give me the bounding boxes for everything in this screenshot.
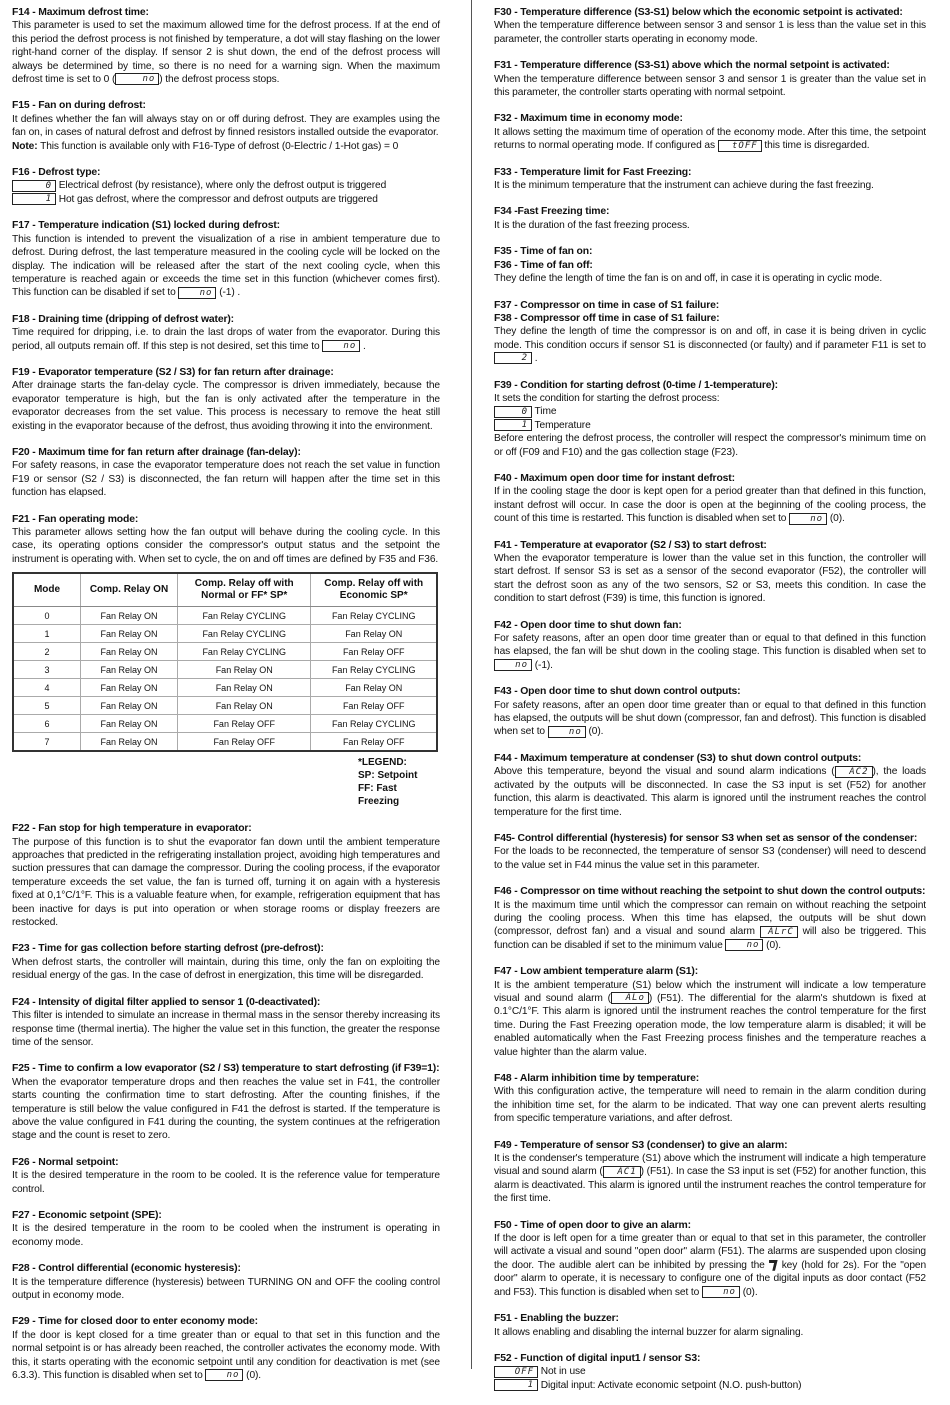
option-row: OFF Not in use: [494, 1365, 926, 1378]
fan-mode-table: [12, 572, 438, 752]
table-cell: Fan Relay ON: [81, 625, 178, 643]
table-cell: Fan Relay OFF: [178, 733, 311, 752]
section-f46: [494, 885, 926, 952]
section-f35-f36: [494, 245, 926, 285]
section-title: F51 - Enabling the buzzer:: [494, 1313, 619, 1325]
section-body: This filter is intended to simulate an increase in thermal mass in the sensor thereby increasing its response time (thermal inertia). The higher the value set in this function, the greater the response time of the sensor.: [12, 1010, 440, 1048]
lcd-display: 1: [494, 1379, 538, 1391]
table-cell: Fan Relay ON: [311, 679, 437, 697]
section-f41: [494, 539, 926, 606]
section-body: For the loads to be reconnected, the temperature of sensor S3 (condenser) will need to descend to the value set in F44 minus the value set in this parameter.: [494, 846, 926, 871]
section-body: For safety reasons, after an open door time greater than or equal to that defined in this function has elapsed, the outputs will be shut down (compressor, fan and defrost). This function is disabled when set to no (0).: [494, 699, 926, 738]
section-body: This parameter allows setting how the fan output will behave during the cooling cycle. In this case, its operating options consider the compressor's output status and the setpoint the instrument is operating with. When set to cycle, the on and off times are defined by F35 and F36.: [12, 527, 440, 565]
section-f25: [12, 1062, 440, 1142]
section-title: F41 - Temperature at evaporator (S2 / S3) to start defrost:: [494, 539, 767, 551]
section-f15: [12, 99, 440, 153]
section-title: F27 - Economic setpoint (SPE):: [12, 1209, 162, 1221]
section-body: It is the desired temperature in the room to be cooled. It is the reference value for temperature control.: [12, 1170, 440, 1195]
option-row: 0 Electrical defrost (by resistance), where only the defrost output is triggered: [12, 179, 440, 192]
table-cell: Fan Relay ON: [178, 697, 311, 715]
column-header: Comp. Relay ON: [81, 573, 178, 607]
lcd-display: no: [322, 340, 360, 352]
table-cell: Fan Relay OFF: [311, 733, 437, 752]
section-title: F50 - Time of open door to give an alarm:: [494, 1219, 691, 1231]
lcd-display: no: [548, 726, 586, 738]
section-f37-f38: [494, 299, 926, 366]
section-body: This parameter is used to set the maximum allowed time for the defrost process. If at the end of this period the defrost process is not finished by temperature, a dot will stay flashing on the lower right-hand corner of the display. If sensor 2 is shut down, the end of the defrost process will always be determined by time, so there is no need for a warning sign. When the maximum defrost time is set to 0 ( no ) the defrost process stops.: [12, 20, 440, 86]
section-body: It is the duration of the fast freezing process.: [494, 219, 690, 231]
section-title: F34 -Fast Freezing time:: [494, 206, 610, 218]
section-body: It is the ambient temperature (S1) below which the instrument will indicate a low temperature visual and sound alarm ( ALo ) (F51). The differential for the alarm's shutdown is fixed at 0.1°C/1°F. This alarm is ignored until the instrument reaches the control temperature for the first time. During the Fast Freezing operation mode, the low temperature alarm is disabled; it will be enabled automatically when the Fast Freezing process finishes and the temperature reaches a value highter than the alarm value.: [494, 979, 926, 1058]
lcd-display: ALo: [611, 992, 649, 1004]
section-f44: [494, 752, 926, 819]
section-body: It is the temperature difference (hysteresis) between TURNING ON and OFF the cooling control output in economy mode.: [12, 1276, 440, 1301]
lcd-display: no: [725, 939, 763, 951]
section-title: F40 - Maximum open door time for instant defrost:: [494, 472, 735, 484]
column-header: Mode: [13, 573, 81, 607]
section-title: F23 - Time for gas collection before starting defrost (pre-defrost):: [12, 943, 324, 955]
option-row: 1 Hot gas defrost, where the compressor and defrost outputs are triggered: [12, 193, 440, 206]
section-title: F37 - Compressor on time in case of S1 failure:: [494, 299, 720, 311]
section-body: They define the length of time the fan is on and off, in case it is operating in cyclic mode.: [494, 273, 883, 285]
table-cell: Fan Relay ON: [81, 733, 178, 752]
section-body: When the evaporator temperature drops and then reaches the value set in F41, the controller starts counting the confirmation time to start defrosting. After the counting finishes, if the temperature is still below the value configured in F41 the defrost is started. If the temperature is above the value configured in F41 during the counting, the system continues at the refrigeration stage and the count is reset to zero.: [12, 1076, 440, 1142]
section-title: F26 - Normal setpoint:: [12, 1156, 119, 1168]
section-title: F47 - Low ambient temperature alarm (S1):: [494, 966, 699, 978]
option-row: 0 Time: [494, 405, 926, 418]
table-row: [13, 715, 437, 733]
section-body: They define the length of time the compressor is on and off, in case it is being driven in cyclic mode. This condition occurs if sensor S1 is disconnected (or faulty) and if parameter F11 is set to 2 .: [494, 326, 926, 365]
section-body: When the temperature difference between sensor 3 and sensor 1 is greater than the value set in this parameter, the controller starts operating with normal setpoint.: [494, 73, 926, 99]
section-title: F52 - Function of digital input1 / sensor S3:: [494, 1352, 701, 1364]
section-title: F14 - Maximum defrost time:: [12, 7, 149, 18]
section-body: Time required for dripping, i.e. to drain the last drops of water from the evaporator. During this period, all outputs remain off. If this step is not desired, set this time to no .: [12, 327, 440, 352]
table-cell: Fan Relay ON: [81, 643, 178, 661]
section-body: The purpose of this function is to shut the evaporator fan down until the ambient temperature approaches that predicted in the refrigerating installation project, avoiding high temperatures and suction pressures that can damage the compressor. During the cooling process, if the evaporator temperature exceeds the set value, the fan is turned off, turning it on again with a hysteresis fixed at 0,1°C/1°F. This is a valuable feature when, for example, refrigeration equipment that has been inactive for days is put into operation or when storage rooms or display freezers are restocked.: [12, 836, 440, 929]
section-title: F25 - Time to confirm a low evaporator (S2 / S3) temperature to start defrosting (if F39=1):: [12, 1063, 440, 1075]
table-cell: Fan Relay CYCLING: [311, 661, 437, 679]
lcd-display: no: [702, 1286, 740, 1298]
column-divider: [471, 0, 472, 1369]
table-cell: Fan Relay CYCLING: [178, 625, 311, 643]
section-f48: [494, 1072, 926, 1126]
section-f22: [12, 822, 440, 929]
section-title: F24 - Intensity of digital filter applied to sensor 1 (0-deactivated):: [12, 996, 321, 1008]
table-row: [13, 733, 437, 752]
lcd-display: no: [789, 513, 827, 525]
section-f40: [494, 472, 926, 526]
section-body: Before entering the defrost process, the controller will respect the compressor's minimum time on or off (F09 and F10) and the gas collection stage (F23).: [494, 433, 926, 458]
section-f47: [494, 965, 926, 1059]
section-f33: [494, 166, 926, 193]
section-f23: [12, 942, 440, 982]
section-body: With this configuration active, the temperature will need to remain in the alarm condition during the inhibition time set, for the alarm to be indicated. That way one can prevent alerts resulting from specific temperature variations, and after defrost.: [494, 1086, 926, 1125]
table-cell: 0: [13, 607, 81, 625]
column-header: Comp. Relay off with Normal or FF* SP*: [178, 573, 311, 607]
table-cell: 2: [13, 643, 81, 661]
table-row: [13, 697, 437, 715]
section-body: It is the minimum temperature that the instrument can achieve during the fast freezing.: [494, 180, 874, 192]
table-header-row: [13, 573, 437, 607]
section-f19: [12, 366, 440, 433]
section-title: F49 - Temperature of sensor S3 (condenser) to give an alarm:: [494, 1139, 788, 1151]
section-f31: [494, 59, 926, 99]
section-body: When the temperature difference between sensor 3 and sensor 1 is less than the value set in this parameter, the controller starts operating in economy mode.: [494, 20, 926, 45]
table-cell: Fan Relay OFF: [178, 715, 311, 733]
section-title: F17 - Temperature indication (S1) locked during defrost:: [12, 220, 280, 232]
section-title: F19 - Evaporator temperature (S2 / S3) for fan return after drainage:: [12, 366, 334, 378]
section-f42: [494, 619, 926, 673]
section-f51: [494, 1312, 926, 1339]
table-cell: Fan Relay OFF: [311, 697, 437, 715]
section-f34: [494, 205, 926, 232]
column-header: Comp. Relay off with Economic SP*: [311, 573, 437, 607]
lcd-display: ALrC: [760, 926, 798, 938]
section-title: F20 - Maximum time for fan return after drainage (fan-delay):: [12, 446, 301, 458]
section-intro: It sets the condition for starting the defrost process:: [494, 392, 720, 404]
section-body: It defines whether the fan will always stay on or off during defrost. They are examples using the fan on, in cases of natural defrost and defrost by finned resistors installed outside the evaporator.: [12, 113, 440, 139]
section-body: If the door is kept closed for a time greater than or equal to that set in this function and the normal setpoint is or has already been reached, the controller activates the economy mode. With this, it starts operating with the economic setpoint until any condition for deactivation is met (see 6.3.3). This function is disabled when set to no (0).: [12, 1329, 440, 1382]
section-body: It is the condenser's temperature (S1) above which the instrument will indicate a high temperature visual and sound alarm ( AC1 ) (F51). In case the S3 input is set (F52) for another function, this alarm is deactivated. This alarm is ignored until the instrument reaches the control temperature for the first time.: [494, 1153, 927, 1205]
section-body: After drainage starts the fan-delay cycle. The compressor is driven immediately, because the evaporator temperature is high, but the fan is only activated after the temperature in the evaporator decreases from the set value. This process is necessary to remove the heat still existing in the evaporator because of the defrost, thus avoiding throwing it into the environment.: [12, 380, 440, 432]
lcd-display: no: [494, 659, 532, 671]
section-body: It allows setting the maximum time of operation of the economy mode. After this time, the setpoint returns to normal operating mode. If configured as tOFF this time is disregarded.: [494, 126, 926, 152]
lcd-display: 2: [494, 352, 532, 364]
lcd-display: no: [115, 73, 159, 85]
table-row: [13, 625, 437, 643]
section-f30: [494, 6, 926, 46]
section-title: F28 - Control differential (economic hysteresis):: [12, 1263, 241, 1275]
table-cell: 4: [13, 679, 81, 697]
table-cell: Fan Relay ON: [81, 679, 178, 697]
section-title: F36 - Time of fan off:: [494, 259, 593, 271]
table-row: [13, 661, 437, 679]
section-f24: [12, 996, 440, 1050]
section-f49: [494, 1139, 926, 1206]
section-title: F30 - Temperature difference (S3-S1) below which the economic setpoint is activated:: [494, 7, 903, 18]
section-body: This function is intended to prevent the visualization of a rise in ambient temperature due to defrost. During defrost, the last temperature measured in the cooling cycle will be locked on the display. The indication will be released after the start of the next cooling cycle, when this temperature is reached again or exceeds the time set in this function (whichever comes first). This function can be disabled if set to no (-1) .: [12, 233, 440, 299]
section-title: F16 - Defrost type:: [12, 167, 101, 179]
table-legend: [358, 756, 440, 808]
lcd-display: OFF: [494, 1366, 538, 1378]
lcd-display: AC2: [835, 766, 873, 778]
section-body: If the door is left open for a time greater than or equal to that set in this parameter, the controller will activate a visual and sound "open door" alarm (F51). The alarms are suspended upon closing the door. The audible alert can be inhibited by pressing the key (hold for 2s). For the "open door" alarm to operate, it is necessary to configure one of the digital inputs as door contact (F52 and F53). This function is disabled when set to no (0).: [494, 1233, 927, 1298]
section-f45: [494, 832, 926, 872]
option-row: 1 Temperature: [494, 419, 926, 432]
section-f14: [12, 6, 440, 86]
table-cell: Fan Relay ON: [178, 679, 311, 697]
table-cell: 6: [13, 715, 81, 733]
section-title: F21 - Fan operating mode:: [12, 513, 139, 525]
lcd-display: 0: [12, 180, 56, 192]
table-row: [13, 643, 437, 661]
table-row: [13, 679, 437, 697]
lcd-display: 1: [494, 419, 532, 431]
table-cell: 5: [13, 697, 81, 715]
lcd-display: tOFF: [718, 140, 762, 152]
section-body: When the evaporator temperature is lower than the value set in this function, the controller will start defrost. If sensor S3 is set as a sensor of the second evaporator (F52), the controller will start the defrost soon as any of the two sensors, S2 or S3, meets this condition. In case the condition to start defrost (F39) is time, this function is ignored.: [494, 553, 926, 605]
section-body: For safety reasons, after an open door time greater than or equal to that defined in this function has elapsed, the fan will be shut down in the cooling stage. This function is disabled when set to no (-1).: [494, 633, 926, 671]
table-cell: Fan Relay ON: [81, 661, 178, 679]
right-column: [494, 6, 926, 1405]
section-f18: [12, 313, 440, 353]
section-title: F48 - Alarm inhibition time by temperature:: [494, 1073, 700, 1084]
section-f39: [494, 379, 926, 459]
legend-item: SP: Setpoint: [358, 770, 418, 782]
section-title: F38 - Compressor off time in case of S1 failure:: [494, 312, 720, 324]
table-cell: Fan Relay ON: [311, 625, 437, 643]
section-title: F45- Control differential (hysteresis) for sensor S3 when set as sensor of the condenser:: [494, 832, 918, 844]
section-title: F43 - Open door time to shut down control outputs:: [494, 686, 741, 698]
section-f16: [12, 166, 440, 206]
lcd-display: no: [205, 1369, 243, 1381]
section-f27: [12, 1209, 440, 1249]
section-title: F35 - Time of fan on:: [494, 246, 593, 258]
section-f32: [494, 112, 926, 152]
section-title: F29 - Time for closed door to enter economy mode:: [12, 1316, 258, 1328]
section-body: Above this temperature, beyond the visual and sound alarm indications ( AC2 ), the loads activated by the outputs will be disconnected. In case the S3 input is set (F52) for another function, this alarm is deactivated. This alarm is ignored until the instrument reaches the control temperature for the first time.: [494, 766, 926, 818]
section-note: Note: This function is available only with F16-Type of defrost (0-Electric / 1-Hot gas) = 0: [12, 140, 399, 152]
section-body: For safety reasons, in case the evaporator temperature does not reach the set value in function F19 or sensor (S2 / S3) is disconnected, the fan return will happen after the time set in this function has elapsed.: [12, 460, 440, 499]
section-body: It is the maximum time until which the compressor can remain on without reaching the setpoint during the cooling process. When this time has elapsed, the outputs will be shut down (compressor, defrost fan) and a visual and sound alarm ALrC will also be triggered. This function can be disabled if set to the minimum value no (0).: [494, 899, 926, 951]
section-f17: [12, 219, 440, 299]
table-cell: Fan Relay OFF: [311, 643, 437, 661]
lcd-display: AC1: [603, 1166, 641, 1178]
section-f29: [12, 1315, 440, 1382]
legend-item: FF: Fast Freezing: [358, 783, 400, 808]
section-body: When defrost starts, the controller will maintain, during this time, only the fan on exploiting the residual energy of the gas. In the case of defrost in energization, this time will be disregarded.: [12, 956, 440, 982]
table-cell: Fan Relay CYCLING: [311, 607, 437, 625]
lcd-display: 1: [12, 193, 56, 205]
table-row: [13, 607, 437, 625]
section-title: F31 - Temperature difference (S3-S1) above which the normal setpoint is activated:: [494, 60, 890, 72]
table-cell: Fan Relay ON: [81, 607, 178, 625]
section-title: F46 - Compressor on time without reaching the setpoint to shut down the control outputs:: [494, 886, 926, 898]
lcd-display: 0: [494, 406, 532, 418]
section-f20: [12, 446, 440, 500]
section-f43: [494, 685, 926, 739]
left-column: [12, 6, 440, 1395]
section-title: F18 - Draining time (dripping of defrost water):: [12, 313, 234, 325]
option-row: 1 Digital input: Activate economic setpoint (N.O. push-button): [494, 1379, 926, 1392]
section-body: It is the desired temperature in the room to be cooled when the instrument is operating in economy mode.: [12, 1223, 440, 1248]
table-cell: Fan Relay ON: [178, 661, 311, 679]
section-body: If in the cooling stage the door is kept open for a period greater than that defined in this function, instant defrost will occur. In case the door is open at the beginning of the cooling process, the count of this time is restarted. This function is disabled when set to no (0).: [494, 486, 926, 525]
section-f26: [12, 1156, 440, 1196]
table-cell: Fan Relay CYCLING: [178, 607, 311, 625]
section-title: F15 - Fan on during defrost:: [12, 100, 146, 112]
table-cell: Fan Relay CYCLING: [311, 715, 437, 733]
section-title: F44 - Maximum temperature at condenser (S3) to shut down control outputs:: [494, 752, 862, 764]
table-cell: 3: [13, 661, 81, 679]
lcd-display: no: [178, 287, 216, 299]
section-f28: [12, 1262, 440, 1302]
table-cell: 1: [13, 625, 81, 643]
section-f52: [494, 1352, 926, 1392]
section-title: F32 - Maximum time in economy mode:: [494, 113, 683, 125]
table-cell: Fan Relay CYCLING: [178, 643, 311, 661]
section-title: F42 - Open door time to shut down fan:: [494, 619, 682, 631]
section-title: F22 - Fan stop for high temperature in evaporator:: [12, 823, 252, 835]
table-cell: Fan Relay ON: [81, 697, 178, 715]
silence-key-icon: [769, 1260, 778, 1271]
section-title: F33 - Temperature limit for Fast Freezing:: [494, 166, 692, 178]
table-cell: 7: [13, 733, 81, 752]
table-cell: Fan Relay ON: [81, 715, 178, 733]
section-body: It allows enabling and disabling the internal buzzer for alarm signaling.: [494, 1326, 804, 1338]
section-f50: [494, 1219, 926, 1299]
section-f21: [12, 513, 440, 567]
section-title: F39 - Condition for starting defrost (0-time / 1-temperature):: [494, 379, 778, 391]
legend-title: *LEGEND:: [358, 757, 407, 769]
